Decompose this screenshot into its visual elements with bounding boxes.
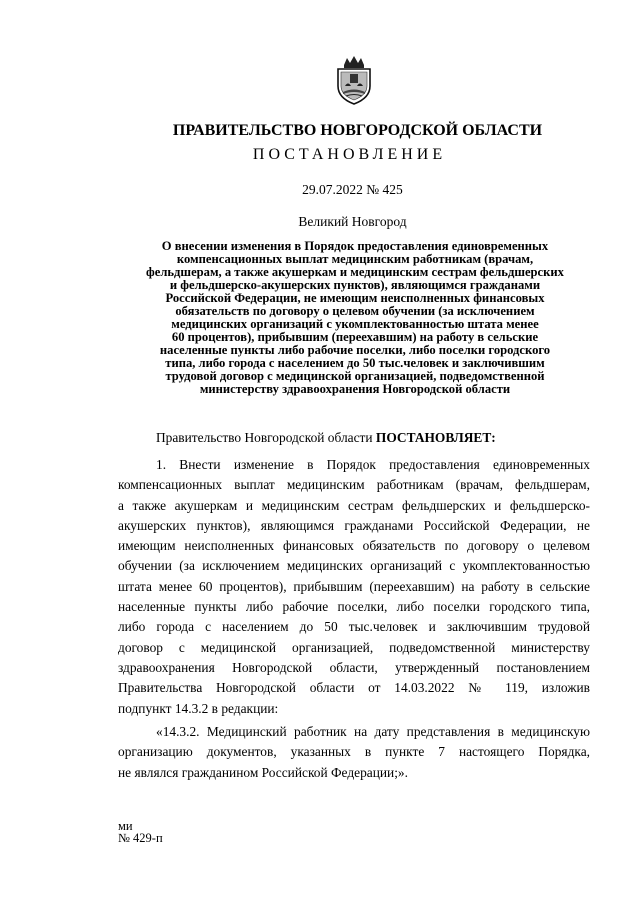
subject-line: обязательств по договору о целевом обучении (за исключением — [175, 304, 535, 318]
paragraph-line: имеющим неисполненных финансовых обязательств по договору о целевом — [118, 538, 590, 554]
subject-line: Российской Федерации, не имеющим неисполненных финансовых — [165, 291, 545, 305]
subject-line: фельдшерам, а также акушеркам и медицинским сестрам фельдшерских — [146, 265, 564, 279]
quote-line: «14.3.2. Медицинский работник на дату представления в медицинскую — [156, 724, 590, 739]
subject-line: и фельдшерско-акушерских пунктов), являющимся гражданами — [169, 278, 541, 292]
coat-of-arms-icon — [333, 56, 375, 106]
document-date-number: 29.07.2022 № 425 — [302, 182, 403, 197]
paragraph-line: 1. Внести изменение в Порядок предоставления единовременных — [156, 457, 590, 472]
paragraph-line: населенные пункты либо рабочие поселки, либо поселки городского типа, — [118, 599, 590, 615]
resolution-intro — [118, 428, 590, 448]
paragraph-line: подпункт 14.3.2 в редакции: — [118, 700, 279, 716]
paragraph-line: штата менее 60 процентов), прибывшим (переехавшим) на работу в сельские — [118, 578, 590, 594]
paragraph-line: Правительства Новгородской области от 14.03.2022 № 119, изложив — [118, 680, 590, 696]
intro-resolves: ПОСТАНОВЛЯЕТ: — [375, 430, 496, 445]
document-city: Великий Новгород — [298, 214, 407, 229]
paragraph-line: а также акушеркам и медицинским сестрам фельдшерских и фельдшерско- — [118, 497, 590, 513]
paragraph-line: акушерских пунктов), являющимся гражданами Российской Федерации, не — [118, 517, 590, 533]
intro-text: Правительство Новгородской области — [156, 430, 376, 445]
subject-line: медицинских организаций с укомплектованностью штата менее — [171, 317, 539, 331]
paragraph-line: здравоохранения Новгородской области, утвержденный постановлением — [118, 659, 590, 675]
government-title: ПРАВИТЕЛЬСТВО НОВГОРОДСКОЙ ОБЛАСТИ — [172, 122, 543, 139]
code-number: № 429-п — [118, 831, 163, 845]
quote-line: организацию документов, указанных в пункте 7 настоящего Порядка, — [118, 744, 590, 760]
paragraph-line: обучении (за исключением медицинских организаций с укомплектованностью — [118, 558, 590, 574]
quote-line: не являлся гражданином Российской Федерации;». — [118, 764, 408, 780]
subject-line: О внесении изменения в Порядок предоставления единовременных — [161, 239, 549, 253]
quoted-subparagraph — [118, 722, 590, 783]
subject-line: населенные пункты либо рабочие поселки, либо поселки городского — [159, 343, 551, 357]
paragraph-1 — [118, 455, 590, 719]
subject-line: типа, либо города с населением до 50 тыс.человек и заключившим — [165, 356, 545, 370]
subject-line: трудовой договор с медицинской организацией, подведомственной — [165, 369, 545, 383]
document-subject — [118, 240, 592, 396]
code-initials: ми — [118, 819, 133, 833]
paragraph-line: либо города с населением до 50 тыс.человек и заключившим трудовой — [118, 619, 590, 635]
subject-line: министерству здравоохранения Новгородской области — [199, 382, 511, 396]
paragraph-line: компенсационных выплат медицинским работникам (врачам, фельдшерам, — [118, 477, 590, 493]
subject-line: 60 процентов), прибывшим (переехавшим) на работу в сельские — [171, 330, 539, 344]
document-code — [118, 820, 163, 844]
document-type: ПОСТАНОВЛЕНИЕ — [252, 146, 447, 163]
subject-line: компенсационных выплат медицинским работникам (врачам, — [176, 252, 534, 266]
paragraph-line: договор с медицинской организацией, подведомственной министерству — [118, 639, 590, 655]
